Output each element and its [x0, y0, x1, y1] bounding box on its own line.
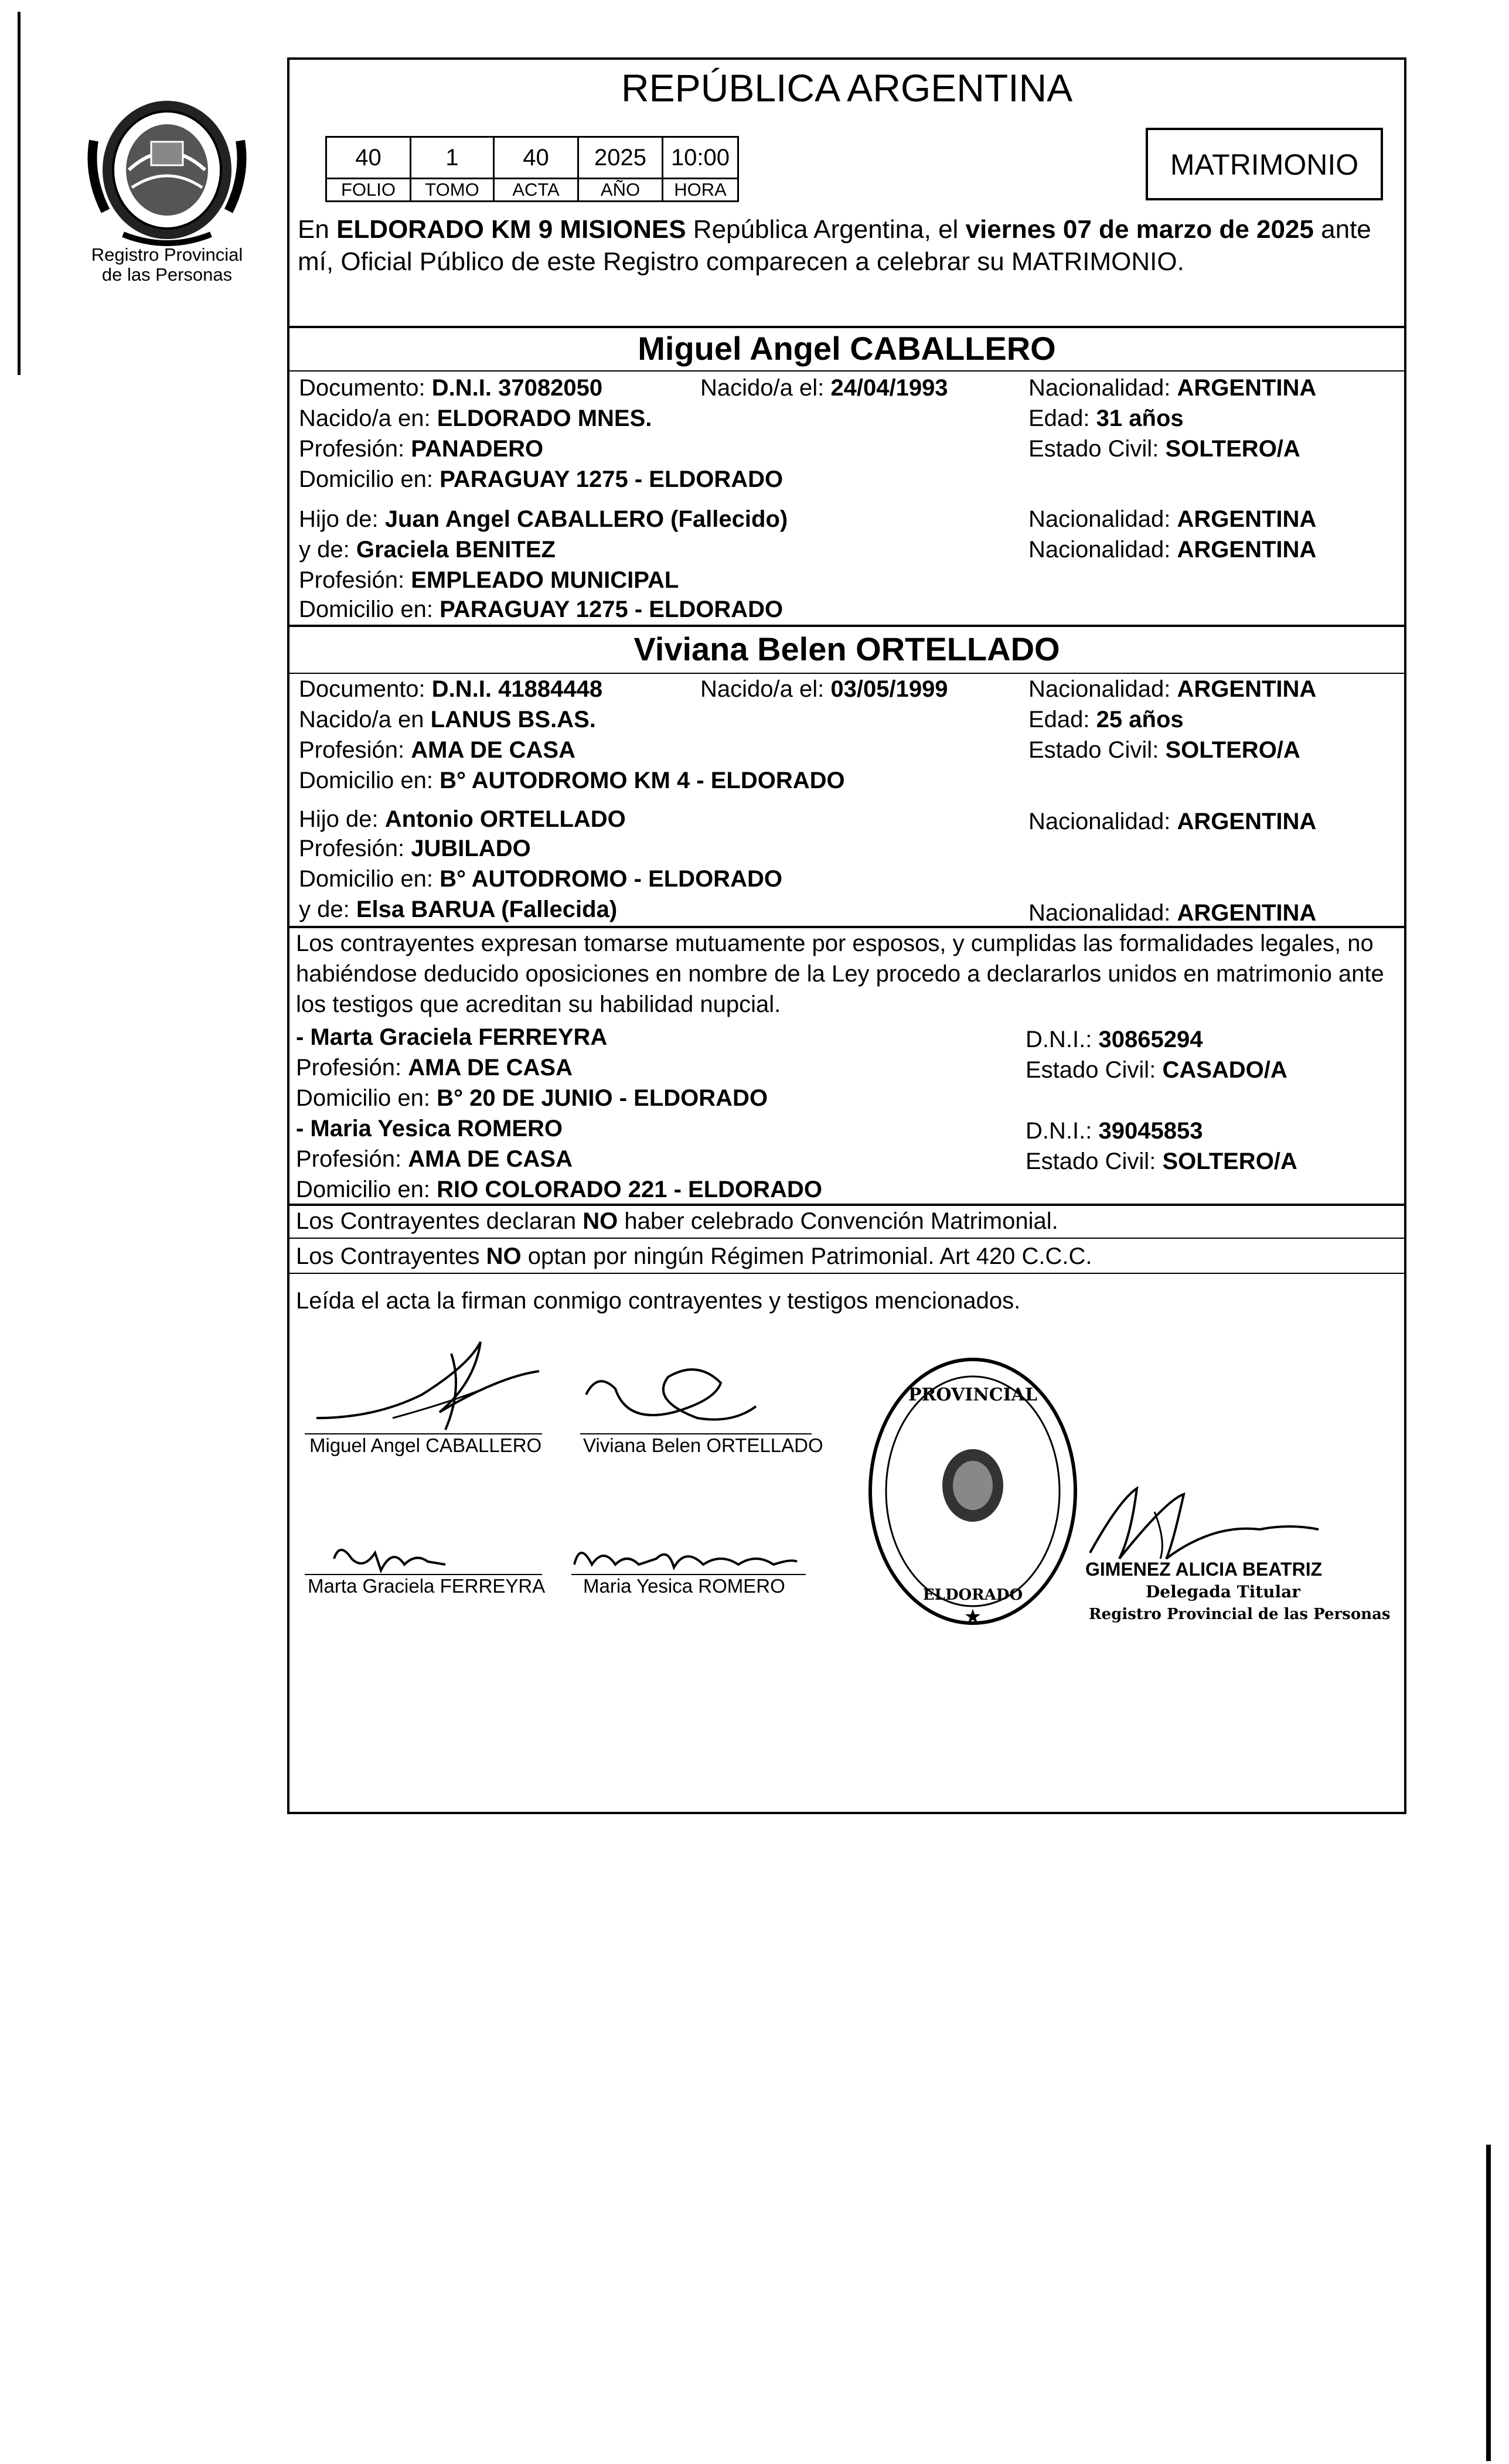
- record-value-tomo: 1: [410, 136, 495, 179]
- label: Nacido/a el:: [700, 676, 825, 702]
- label: Nacionalidad:: [1028, 537, 1171, 563]
- label: Hijo de:: [299, 506, 379, 532]
- value: ARGENTINA: [1177, 900, 1317, 926]
- value: 25 años: [1096, 707, 1184, 732]
- province-logo: [82, 88, 252, 246]
- witness1-name: - Marta Graciela FERREYRA: [296, 1024, 608, 1050]
- spouse1-age: [1028, 404, 1184, 432]
- label: Nacido/a el:: [700, 375, 825, 401]
- spouse2-address: [299, 766, 845, 795]
- label: Domicilio en:: [299, 866, 433, 892]
- registry-line-2: de las Personas: [101, 264, 233, 285]
- regime-line: [296, 1242, 1092, 1270]
- declaration-line-1: Los contrayentes expresan tomarse mutuamente por esposos, y cumplidas las formalidades legales, no: [296, 931, 1374, 956]
- spouse2-nationality: [1028, 675, 1316, 703]
- text: Los Contrayentes declaran: [296, 1208, 577, 1234]
- spouse2-doc: [299, 675, 602, 703]
- registry-stamp: [861, 1348, 1084, 1641]
- value: ARGENTINA: [1177, 506, 1317, 532]
- value: PANADERO: [411, 436, 544, 462]
- misiones-coat-of-arms-icon: [82, 88, 252, 246]
- signature-label-spouse1: Miguel Angel CABALLERO: [309, 1434, 542, 1456]
- spouse2-mother-nationality: [1028, 899, 1316, 927]
- value: AMA DE CASA: [408, 1146, 573, 1172]
- signature-label-witness1: Marta Graciela FERREYRA: [308, 1575, 546, 1597]
- record-value-acta: 40: [493, 136, 579, 179]
- spouse2-parent-profession: [299, 834, 531, 863]
- label: Profesión:: [299, 436, 405, 462]
- spouse1-parent-profession: [299, 566, 679, 594]
- value: SOLTERO/A: [1162, 1148, 1297, 1174]
- label: Profesión:: [299, 737, 405, 763]
- label: Domicilio en:: [299, 768, 433, 793]
- closing-text: Leída el acta la firman conmigo contrayentes y testigos mencionados.: [296, 1288, 1021, 1314]
- value: D.N.I. 37082050: [431, 375, 603, 401]
- value: ARGENTINA: [1177, 809, 1317, 834]
- value: AMA DE CASA: [408, 1055, 573, 1081]
- spouse2-age: [1028, 706, 1184, 734]
- spouse1-mother: [299, 536, 556, 564]
- text: optan por ningún Régimen Patrimonial. Art 420 C.C.C.: [527, 1243, 1092, 1269]
- value: CASADO/A: [1162, 1057, 1287, 1083]
- svg-text:ELDORADO: ELDORADO: [922, 1586, 1023, 1604]
- spouse1-mother-nationality: [1028, 536, 1316, 564]
- label: D.N.I.:: [1026, 1118, 1092, 1144]
- spouse2-born-on: [700, 675, 948, 703]
- value: B° 20 DE JUNIO - ELDORADO: [437, 1085, 768, 1111]
- value: PARAGUAY 1275 - ELDORADO: [440, 597, 784, 622]
- label: Domicilio en:: [296, 1177, 430, 1202]
- spouse1-doc: [299, 374, 602, 402]
- declaration-line-2: habiéndose deducido oposiciones en nombre de la Ley procedo a declararlos unidos en matrimonio ante: [296, 961, 1384, 987]
- witness1-dni: [1026, 1025, 1203, 1054]
- signature-official: [1084, 1477, 1330, 1570]
- record-value-ano: 2025: [577, 136, 663, 179]
- witness2-address: [296, 1175, 822, 1204]
- page-title: REPÚBLICA ARGENTINA: [621, 66, 1073, 110]
- spouse2-civil: [1028, 736, 1300, 764]
- record-label-acta: ACTA: [493, 178, 579, 202]
- spouse2-mother: [299, 895, 617, 923]
- witness2-profession: [296, 1145, 573, 1173]
- label: Nacionalidad:: [1028, 809, 1171, 834]
- record-value-hora: 10:00: [662, 136, 739, 179]
- signature-marta: [328, 1535, 457, 1576]
- text: haber celebrado Convención Matrimonial.: [624, 1208, 1058, 1234]
- text: Los Contrayentes: [296, 1243, 480, 1269]
- value: JUBILADO: [411, 836, 531, 861]
- value: 39045853: [1098, 1118, 1203, 1144]
- value: PARAGUAY 1275 - ELDORADO: [440, 466, 784, 492]
- margin-line-bottom: [1486, 2145, 1491, 2461]
- record-value-folio: 40: [325, 136, 411, 179]
- witness2-name: - Maria Yesica ROMERO: [296, 1116, 563, 1141]
- svg-text:PROVINCIAL: PROVINCIAL: [908, 1385, 1038, 1405]
- label: Nacido/a en:: [299, 405, 431, 431]
- label: y de:: [299, 537, 350, 563]
- label: y de:: [299, 897, 350, 922]
- convention-line: [296, 1207, 1058, 1235]
- value: Elsa BARUA (Fallecida): [356, 897, 618, 922]
- registry-line-1: Registro Provincial: [91, 244, 243, 265]
- label: Edad:: [1028, 707, 1090, 732]
- spouse2-father-nationality: [1028, 807, 1316, 836]
- value: Antonio ORTELLADO: [384, 806, 626, 832]
- signature-label-spouse2: Viviana Belen ORTELLADO: [583, 1434, 823, 1456]
- value: EMPLEADO MUNICIPAL: [411, 567, 679, 593]
- intro-prefix: En: [298, 215, 329, 244]
- value: 03/05/1999: [830, 676, 948, 702]
- bold-text: NO: [486, 1243, 522, 1269]
- label: D.N.I.:: [1026, 1027, 1092, 1052]
- label: Nacionalidad:: [1028, 506, 1171, 532]
- intro-place: ELDORADO KM 9 MISIONES: [336, 215, 686, 244]
- divider: [289, 370, 1404, 372]
- spouse1-born-in: [299, 404, 652, 432]
- label: Documento:: [299, 375, 425, 401]
- spouse2-parent-address: [299, 865, 782, 893]
- spouse1-civil: [1028, 435, 1300, 463]
- label: Domicilio en:: [299, 597, 433, 622]
- label: Domicilio en:: [299, 466, 433, 492]
- value: D.N.I. 41884448: [431, 676, 603, 702]
- margin-line: [18, 12, 21, 375]
- registry-label: [64, 245, 270, 285]
- label: Nacionalidad:: [1028, 900, 1171, 926]
- spouse1-address: [299, 465, 783, 493]
- label: Estado Civil:: [1026, 1148, 1156, 1174]
- witness1-address: [296, 1084, 768, 1112]
- intro-line-1: [298, 214, 1371, 246]
- value: SOLTERO/A: [1165, 737, 1300, 763]
- value: B° AUTODROMO - ELDORADO: [440, 866, 782, 892]
- value: 31 años: [1096, 405, 1184, 431]
- divider: [289, 1238, 1404, 1239]
- divider: [289, 1273, 1404, 1274]
- record-label-tomo: TOMO: [410, 178, 495, 202]
- label: Estado Civil:: [1026, 1057, 1156, 1083]
- label: Nacido/a en: [299, 707, 424, 732]
- spouse1-born-on: [700, 374, 948, 402]
- label: Profesión:: [296, 1146, 402, 1172]
- value: ARGENTINA: [1177, 537, 1317, 563]
- value: ELDORADO MNES.: [437, 405, 652, 431]
- spouse2-father: [299, 805, 626, 833]
- act-type-badge: MATRIMONIO: [1146, 128, 1383, 200]
- record-label-folio: FOLIO: [325, 178, 411, 202]
- value: RIO COLORADO 221 - ELDORADO: [437, 1177, 822, 1202]
- intro-line-2: mí, Oficial Público de este Registro comparecen a celebrar su MATRIMONIO.: [298, 247, 1184, 276]
- official-role: Delegada Titular: [1146, 1582, 1301, 1601]
- spouse1-profession: [299, 435, 543, 463]
- value: LANUS BS.AS.: [430, 707, 596, 732]
- value: ARGENTINA: [1177, 375, 1317, 401]
- label: Edad:: [1028, 405, 1090, 431]
- spouse1-parent-address: [299, 595, 783, 623]
- witness2-civil: [1026, 1147, 1297, 1175]
- official-name: GIMENEZ ALICIA BEATRIZ: [1085, 1559, 1323, 1580]
- spouse2-profession: [299, 736, 575, 764]
- value: SOLTERO/A: [1165, 436, 1300, 462]
- divider: [289, 673, 1404, 674]
- label: Nacionalidad:: [1028, 375, 1171, 401]
- label: Profesión:: [299, 567, 405, 593]
- divider: [289, 1204, 1404, 1206]
- label: Estado Civil:: [1028, 436, 1159, 462]
- spouse1-nationality: [1028, 374, 1316, 402]
- value: ARGENTINA: [1177, 676, 1317, 702]
- label: Domicilio en:: [296, 1085, 430, 1111]
- label: Documento:: [299, 676, 425, 702]
- value: 24/04/1993: [830, 375, 948, 401]
- svg-text:★: ★: [963, 1605, 982, 1628]
- value: Graciela BENITEZ: [356, 537, 556, 563]
- label: Profesión:: [299, 836, 405, 861]
- intro-mid: República Argentina, el: [693, 215, 959, 244]
- witness1-profession: [296, 1054, 573, 1082]
- signature-viviana: [580, 1359, 768, 1436]
- value: Juan Angel CABALLERO (Fallecido): [384, 506, 788, 532]
- witness2-dni: [1026, 1117, 1203, 1145]
- signature-label-witness2: Maria Yesica ROMERO: [583, 1575, 785, 1597]
- label: Estado Civil:: [1028, 737, 1159, 763]
- record-label-hora: HORA: [662, 178, 739, 202]
- label: Profesión:: [296, 1055, 402, 1081]
- value: AMA DE CASA: [411, 737, 575, 763]
- divider: [289, 625, 1404, 627]
- record-label-ano: AÑO: [577, 178, 663, 202]
- spouse1-father: [299, 505, 788, 533]
- spouse1-father-nationality: [1028, 505, 1316, 533]
- intro-suffix: ante: [1321, 215, 1371, 244]
- divider: [289, 926, 1404, 928]
- official-registry: Registro Provincial de las Personas: [1089, 1606, 1391, 1623]
- spouse2-born-in: [299, 706, 596, 734]
- spouse1-name: Miguel Angel CABALLERO: [638, 330, 1056, 367]
- bold-text: NO: [583, 1208, 618, 1234]
- label: Nacionalidad:: [1028, 676, 1171, 702]
- spouse2-name: Viviana Belen ORTELLADO: [633, 631, 1060, 667]
- label: Hijo de:: [299, 806, 379, 832]
- signature-maria: [568, 1535, 803, 1576]
- witness1-civil: [1026, 1056, 1287, 1084]
- intro-date: viernes 07 de marzo de 2025: [965, 215, 1314, 244]
- value: 30865294: [1098, 1027, 1203, 1052]
- declaration-line-3: los testigos que acreditan su habilidad nupcial.: [296, 991, 781, 1017]
- value: B° AUTODROMO KM 4 - ELDORADO: [440, 768, 845, 793]
- signature-miguel: [305, 1330, 551, 1436]
